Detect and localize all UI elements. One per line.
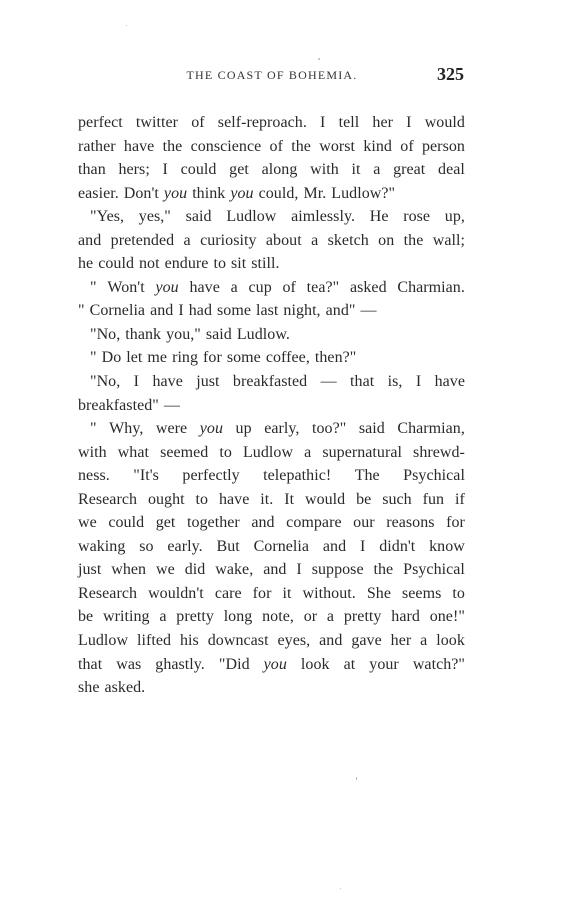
text-line xyxy=(78,229,465,253)
word: a xyxy=(159,608,167,626)
word: her xyxy=(390,632,412,650)
word: it. xyxy=(260,490,274,508)
word: Won't xyxy=(107,278,145,296)
word: Do xyxy=(101,349,122,367)
word: could xyxy=(98,255,134,273)
word: Don't xyxy=(123,184,159,202)
word: too?" xyxy=(311,420,347,438)
text-line xyxy=(78,158,465,182)
word: with xyxy=(310,161,339,179)
word: Ludlow?" xyxy=(331,184,396,202)
word: about xyxy=(265,231,302,249)
word: telepathic! xyxy=(263,467,332,485)
text-line xyxy=(78,629,465,653)
word: could xyxy=(180,161,217,179)
word: Charmian. xyxy=(397,278,465,296)
word: — xyxy=(163,396,180,414)
word: Research xyxy=(78,584,138,602)
word: get xyxy=(155,514,176,532)
paper-speck xyxy=(126,25,127,26)
word: you xyxy=(155,278,179,296)
word: be xyxy=(356,490,372,508)
word: be xyxy=(78,608,94,626)
word: so xyxy=(139,537,154,555)
text-line xyxy=(78,417,465,441)
word: twitter xyxy=(135,114,179,131)
word: deal xyxy=(438,161,465,179)
word: lifted xyxy=(137,632,172,650)
word: I xyxy=(133,373,140,391)
word: I xyxy=(296,561,302,579)
word: watch?" xyxy=(412,655,465,673)
word: to xyxy=(213,255,226,273)
word: a xyxy=(420,632,428,650)
word: Cornelia xyxy=(253,537,310,555)
word: some xyxy=(217,302,251,320)
word: I xyxy=(406,114,412,131)
text-line xyxy=(78,182,465,206)
word: Psychical xyxy=(403,561,465,579)
word: of xyxy=(282,278,296,296)
word: kind xyxy=(363,137,392,155)
word: last xyxy=(256,302,279,320)
word: he xyxy=(78,255,94,273)
word: night, xyxy=(283,302,321,320)
word: rose xyxy=(403,208,431,226)
word: gave xyxy=(351,632,382,650)
word: great xyxy=(393,161,426,179)
word: for xyxy=(203,349,222,367)
word: suppose xyxy=(311,561,364,579)
word: breakfasted xyxy=(232,373,308,391)
word: with xyxy=(78,443,107,461)
word: "It's xyxy=(133,467,159,485)
word: along xyxy=(261,161,298,179)
word: " xyxy=(90,420,97,438)
word: one!" xyxy=(429,608,465,626)
word: care xyxy=(214,584,242,602)
word: his xyxy=(180,632,199,650)
word: said xyxy=(358,420,385,438)
word: could xyxy=(108,514,145,532)
word: early, xyxy=(264,420,300,438)
word: not xyxy=(139,255,160,273)
word: compare xyxy=(286,514,342,532)
word: think xyxy=(192,184,226,202)
word: "No, xyxy=(90,373,121,391)
word: long xyxy=(223,608,253,626)
word: Cornelia xyxy=(89,302,146,320)
word: pretty xyxy=(176,608,214,626)
word: a xyxy=(311,231,319,249)
word: and xyxy=(251,514,275,532)
word: worst xyxy=(319,137,356,155)
word: look xyxy=(300,655,330,673)
word: yes," xyxy=(138,208,171,226)
word: ghastly. xyxy=(155,655,205,673)
word: Ludlow xyxy=(242,443,294,461)
word: " xyxy=(78,302,85,320)
word: Research xyxy=(78,490,138,508)
word: reasons xyxy=(386,514,435,532)
word: — xyxy=(320,373,337,391)
word: were xyxy=(155,420,188,438)
word: a xyxy=(326,608,335,626)
word: that xyxy=(78,655,103,673)
word: aimlessly. xyxy=(291,208,356,226)
word: a xyxy=(373,161,381,179)
word: I xyxy=(415,373,422,391)
text-line xyxy=(78,464,465,488)
text-line xyxy=(78,299,465,323)
word: ness. xyxy=(78,467,110,485)
word: ought xyxy=(147,490,185,508)
word: have xyxy=(218,490,250,508)
text-line xyxy=(78,676,465,700)
word: supernatural xyxy=(322,443,402,461)
text-line xyxy=(78,558,465,582)
word: we xyxy=(78,514,97,532)
word: her xyxy=(372,114,393,131)
word: curiosity xyxy=(200,231,257,249)
word: waking xyxy=(78,537,126,555)
word: you xyxy=(263,655,287,673)
word: early. xyxy=(167,537,203,555)
word: pretended xyxy=(110,231,175,249)
word: Why, xyxy=(109,420,144,438)
word: I xyxy=(320,114,326,131)
word: together xyxy=(186,514,240,532)
word: easier. xyxy=(78,184,119,202)
word: a xyxy=(230,278,238,296)
word: I xyxy=(178,302,184,320)
page-number: 325 xyxy=(437,64,464,84)
word: it xyxy=(282,584,292,602)
word: of xyxy=(400,137,414,155)
word: would xyxy=(304,490,346,508)
word: if xyxy=(455,490,465,508)
word: " xyxy=(90,349,97,367)
text-line xyxy=(78,394,465,418)
text-line xyxy=(78,605,465,629)
word: tell xyxy=(338,114,360,131)
word: of xyxy=(269,137,283,155)
word: would xyxy=(424,114,465,131)
word: rather xyxy=(78,137,116,155)
text-line xyxy=(78,370,465,394)
word: have xyxy=(189,278,220,296)
word: you xyxy=(199,420,224,438)
word: said xyxy=(185,208,212,226)
word: "No, xyxy=(90,325,121,343)
word: perfect xyxy=(78,114,123,131)
text-line xyxy=(78,511,465,535)
word: had xyxy=(188,302,213,320)
word: wake, xyxy=(215,561,254,579)
word: such xyxy=(382,490,412,508)
word: wouldn't xyxy=(148,584,204,602)
word: than xyxy=(78,161,106,179)
word: ring xyxy=(172,349,199,367)
word: He xyxy=(369,208,389,226)
word: "Did xyxy=(218,655,250,673)
word: and xyxy=(150,302,174,320)
text-line xyxy=(78,135,465,159)
word: downcast xyxy=(207,632,269,650)
word: have xyxy=(434,373,465,391)
word: fun xyxy=(422,490,445,508)
word: "Yes, xyxy=(90,208,125,226)
word: breakfasted" xyxy=(78,396,159,414)
running-title: THE COAST OF BOHEMIA. xyxy=(186,68,358,82)
word: Psychical xyxy=(403,467,465,485)
word: Mr. xyxy=(303,184,327,202)
word: she xyxy=(78,679,100,697)
word: The xyxy=(354,467,380,485)
word: or xyxy=(303,608,318,626)
word: still. xyxy=(251,255,280,273)
word: is, xyxy=(387,373,403,391)
word: eyes, xyxy=(277,632,311,650)
word: just xyxy=(196,373,220,391)
text-line xyxy=(78,346,465,370)
paper-speck xyxy=(356,777,357,780)
word: that xyxy=(350,373,375,391)
word: and xyxy=(263,561,287,579)
word: I xyxy=(162,161,168,179)
word: conscience xyxy=(190,137,262,155)
word: " xyxy=(90,278,97,296)
word: asked xyxy=(349,278,387,296)
word: to xyxy=(195,490,209,508)
word: and xyxy=(322,537,347,555)
text-line xyxy=(78,535,465,559)
word: note, xyxy=(262,608,294,626)
word: when xyxy=(111,561,147,579)
word: But xyxy=(216,537,240,555)
text-line xyxy=(78,205,465,229)
word: the xyxy=(403,231,424,249)
word: shrewd- xyxy=(413,443,465,461)
word: writing xyxy=(102,608,150,626)
word: Charmian, xyxy=(397,420,465,438)
word: our xyxy=(353,514,375,532)
word: asked. xyxy=(104,679,146,697)
word: said xyxy=(205,325,232,343)
word: you," xyxy=(166,325,201,343)
word: sketch xyxy=(327,231,369,249)
word: the xyxy=(291,137,311,155)
word: could, xyxy=(258,184,299,202)
word: cup xyxy=(248,278,272,296)
word: to xyxy=(452,584,465,602)
word: coffee, xyxy=(265,349,310,367)
word: person xyxy=(421,137,465,155)
word: your xyxy=(369,655,399,673)
word: I xyxy=(360,537,366,555)
word: some xyxy=(226,349,261,367)
word: self-reproach. xyxy=(217,114,307,131)
word: on xyxy=(378,231,395,249)
word: the xyxy=(162,137,183,155)
word: tea?" xyxy=(306,278,340,296)
word: It xyxy=(284,490,295,508)
word: Ludlow xyxy=(78,632,129,650)
word: wall; xyxy=(432,231,465,249)
word: you xyxy=(230,184,254,202)
word: for xyxy=(446,514,465,532)
word: sit xyxy=(231,255,247,273)
paper-speck xyxy=(340,888,341,889)
paper-speck xyxy=(318,58,320,60)
text-line xyxy=(78,653,465,677)
word: thank xyxy=(125,325,162,343)
text-line xyxy=(78,276,465,300)
word: at xyxy=(343,655,356,673)
word: and xyxy=(78,231,102,249)
word: was xyxy=(116,655,142,673)
running-head xyxy=(78,64,466,88)
word: without. xyxy=(302,584,356,602)
word: know xyxy=(429,537,465,555)
word: get xyxy=(229,161,249,179)
word: seemed xyxy=(160,443,209,461)
text-line xyxy=(78,582,465,606)
word: me xyxy=(147,349,168,367)
word: She xyxy=(366,584,391,602)
text-line xyxy=(78,441,465,465)
word: the xyxy=(373,561,394,579)
word: up, xyxy=(444,208,465,226)
word: it xyxy=(351,161,361,179)
word: and xyxy=(319,632,343,650)
word: let xyxy=(126,349,143,367)
word: to xyxy=(219,443,232,461)
word: didn't xyxy=(379,537,416,555)
word: of xyxy=(191,114,205,131)
word: hers; xyxy=(118,161,150,179)
word: did xyxy=(184,561,206,579)
word: pretty xyxy=(343,608,382,626)
word: seems xyxy=(402,584,442,602)
word: endure xyxy=(164,255,209,273)
word: then?" xyxy=(314,349,357,367)
word: what xyxy=(117,443,150,461)
word: have xyxy=(152,373,183,391)
text-line xyxy=(78,488,465,512)
word: Ludlow. xyxy=(236,325,290,343)
word: hard xyxy=(391,608,420,626)
word: perfectly xyxy=(182,467,240,485)
word: Ludlow xyxy=(226,208,277,226)
text-line xyxy=(78,111,465,135)
word: we xyxy=(156,561,175,579)
word: just xyxy=(78,561,102,579)
word: you xyxy=(163,184,188,202)
word: look xyxy=(436,632,465,650)
word: and" xyxy=(325,302,356,320)
word: up xyxy=(235,420,252,438)
word: — xyxy=(360,302,377,320)
text-line xyxy=(78,252,465,276)
word: have xyxy=(123,137,155,155)
body-text xyxy=(78,111,465,700)
text-line xyxy=(78,323,465,347)
word: for xyxy=(252,584,272,602)
word: a xyxy=(304,443,312,461)
word: a xyxy=(183,231,191,249)
